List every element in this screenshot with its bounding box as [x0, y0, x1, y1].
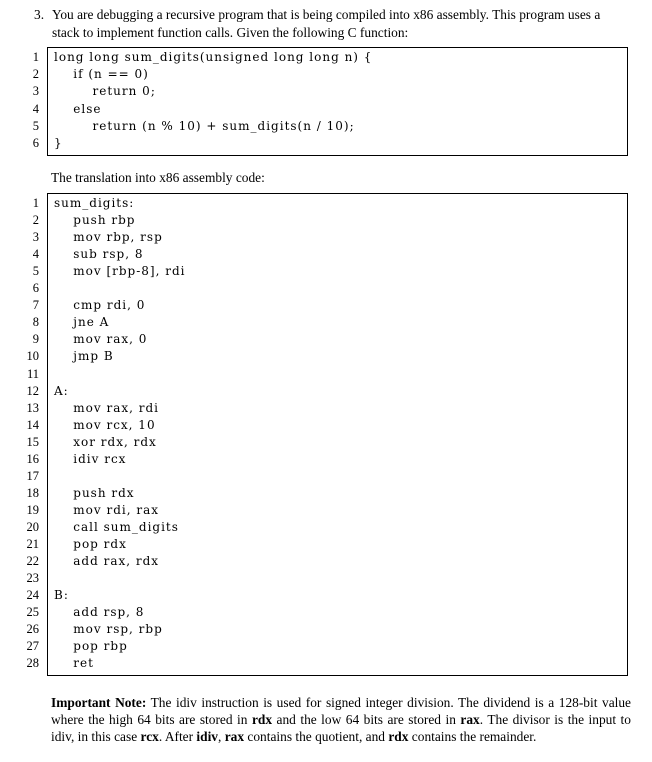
code-line: A:: [54, 383, 69, 398]
question-text-line2: stack to implement function calls. Given the following C function:: [52, 25, 409, 40]
code-line: mov rsp, rbp: [54, 622, 163, 637]
note-label: Important Note:: [51, 695, 147, 710]
code-line: add rax, rdx: [54, 554, 160, 569]
code-line: jne A: [54, 315, 110, 330]
line-number: 19: [26, 502, 39, 517]
line-number: 3: [32, 230, 39, 245]
line-number: 26: [26, 622, 39, 637]
code-line: mov rbp, rsp: [54, 230, 163, 245]
line-number: 22: [26, 554, 39, 569]
c-code-block: [47, 47, 628, 156]
note-text: and the low 64 bits are stored in: [272, 712, 461, 727]
code-line: jmp B: [54, 349, 114, 364]
code-line: ret: [54, 656, 94, 671]
note-register: rdx: [388, 729, 409, 744]
line-number: 25: [26, 605, 39, 620]
line-number: 28: [26, 656, 39, 671]
code-line: call sum_digits: [54, 519, 179, 534]
line-number: 15: [26, 434, 39, 449]
line-number: 11: [26, 366, 39, 381]
line-number: 2: [32, 213, 39, 228]
code-line: mov rax, 0: [54, 332, 148, 347]
line-number: 18: [26, 485, 39, 500]
line-number: 17: [26, 468, 39, 483]
line-number: 13: [26, 400, 39, 415]
code-line: B:: [54, 588, 69, 603]
question-text-line1: You are debugging a recursive program that is being compiled into x86 assembly. This program uses a: [52, 7, 601, 22]
line-number: 5: [32, 264, 39, 279]
code-line: mov [rbp-8], rdi: [54, 264, 186, 279]
note-register: rcx: [140, 729, 159, 744]
code-line: mov rcx, 10: [54, 417, 156, 432]
line-number: 1: [32, 50, 39, 64]
code-line: mov rax, rdi: [54, 400, 159, 415]
code-line: else: [54, 101, 102, 116]
line-number: 1: [32, 196, 39, 210]
code-line: return 0;: [54, 84, 156, 99]
line-number: 3: [32, 84, 39, 99]
note-text: contains the remainder.: [408, 729, 537, 744]
code-line: long long sum_digits(unsigned long long n) {: [54, 50, 373, 64]
line-number: 8: [32, 315, 39, 330]
code-line: sum_digits:: [54, 196, 135, 210]
line-number: 12: [26, 383, 39, 398]
line-number: 4: [32, 101, 39, 116]
line-number: 14: [26, 417, 39, 432]
code-line: sub rsp, 8: [54, 247, 144, 262]
line-number: 9: [32, 332, 39, 347]
note-text: . After: [158, 729, 197, 744]
note-register: rdx: [251, 712, 273, 727]
line-number: 27: [26, 639, 39, 654]
line-number: 24: [26, 588, 39, 603]
line-number: 6: [32, 136, 39, 150]
code-line: idiv rcx: [54, 451, 127, 466]
note-text: ,: [218, 729, 225, 744]
code-line: push rdx: [54, 485, 135, 500]
note-register: rax: [224, 729, 245, 744]
c-code-line-numbers: [0, 47, 39, 156]
note-register: rax: [460, 712, 480, 727]
line-number: 10: [26, 349, 39, 364]
line-number: 7: [32, 298, 39, 313]
line-number: 5: [32, 118, 39, 133]
question-intro: [34, 6, 634, 42]
line-number: 21: [26, 537, 39, 551]
code-line: }: [54, 136, 63, 150]
note-text: . The divisor is the input to idiv, in this case: [51, 712, 631, 744]
asm-code-block: [47, 193, 628, 676]
line-number: 16: [26, 451, 39, 466]
code-line: add rsp, 8: [54, 605, 145, 620]
line-number: 20: [26, 519, 39, 534]
code-line: return (n % 10) + sum_digits(n / 10);: [54, 118, 355, 133]
code-line: if (n == 0): [54, 67, 149, 82]
line-number: 6: [32, 281, 39, 296]
asm-code-line-numbers: [0, 193, 39, 676]
code-line: push rbp: [54, 213, 136, 228]
line-number: 4: [32, 247, 39, 262]
code-line: mov rdi, rax: [54, 502, 159, 517]
note-instruction: idiv: [196, 729, 219, 744]
note-text: The idiv instruction is used for signed integer division. The dividend is a 128-bit value where the high 64 bits are stored in: [51, 695, 631, 727]
code-line: pop rdx: [54, 537, 127, 551]
line-number: 2: [32, 67, 39, 82]
translation-label: The translation into x86 assembly code:: [51, 170, 265, 185]
code-line: xor rdx, rdx: [54, 434, 157, 449]
code-line: cmp rdi, 0: [54, 298, 146, 313]
line-number: 23: [26, 571, 39, 586]
code-line: pop rbp: [54, 639, 128, 654]
question-number: 3.: [34, 7, 45, 22]
important-note: [51, 694, 631, 745]
note-text: contains the quotient, and: [244, 729, 389, 744]
